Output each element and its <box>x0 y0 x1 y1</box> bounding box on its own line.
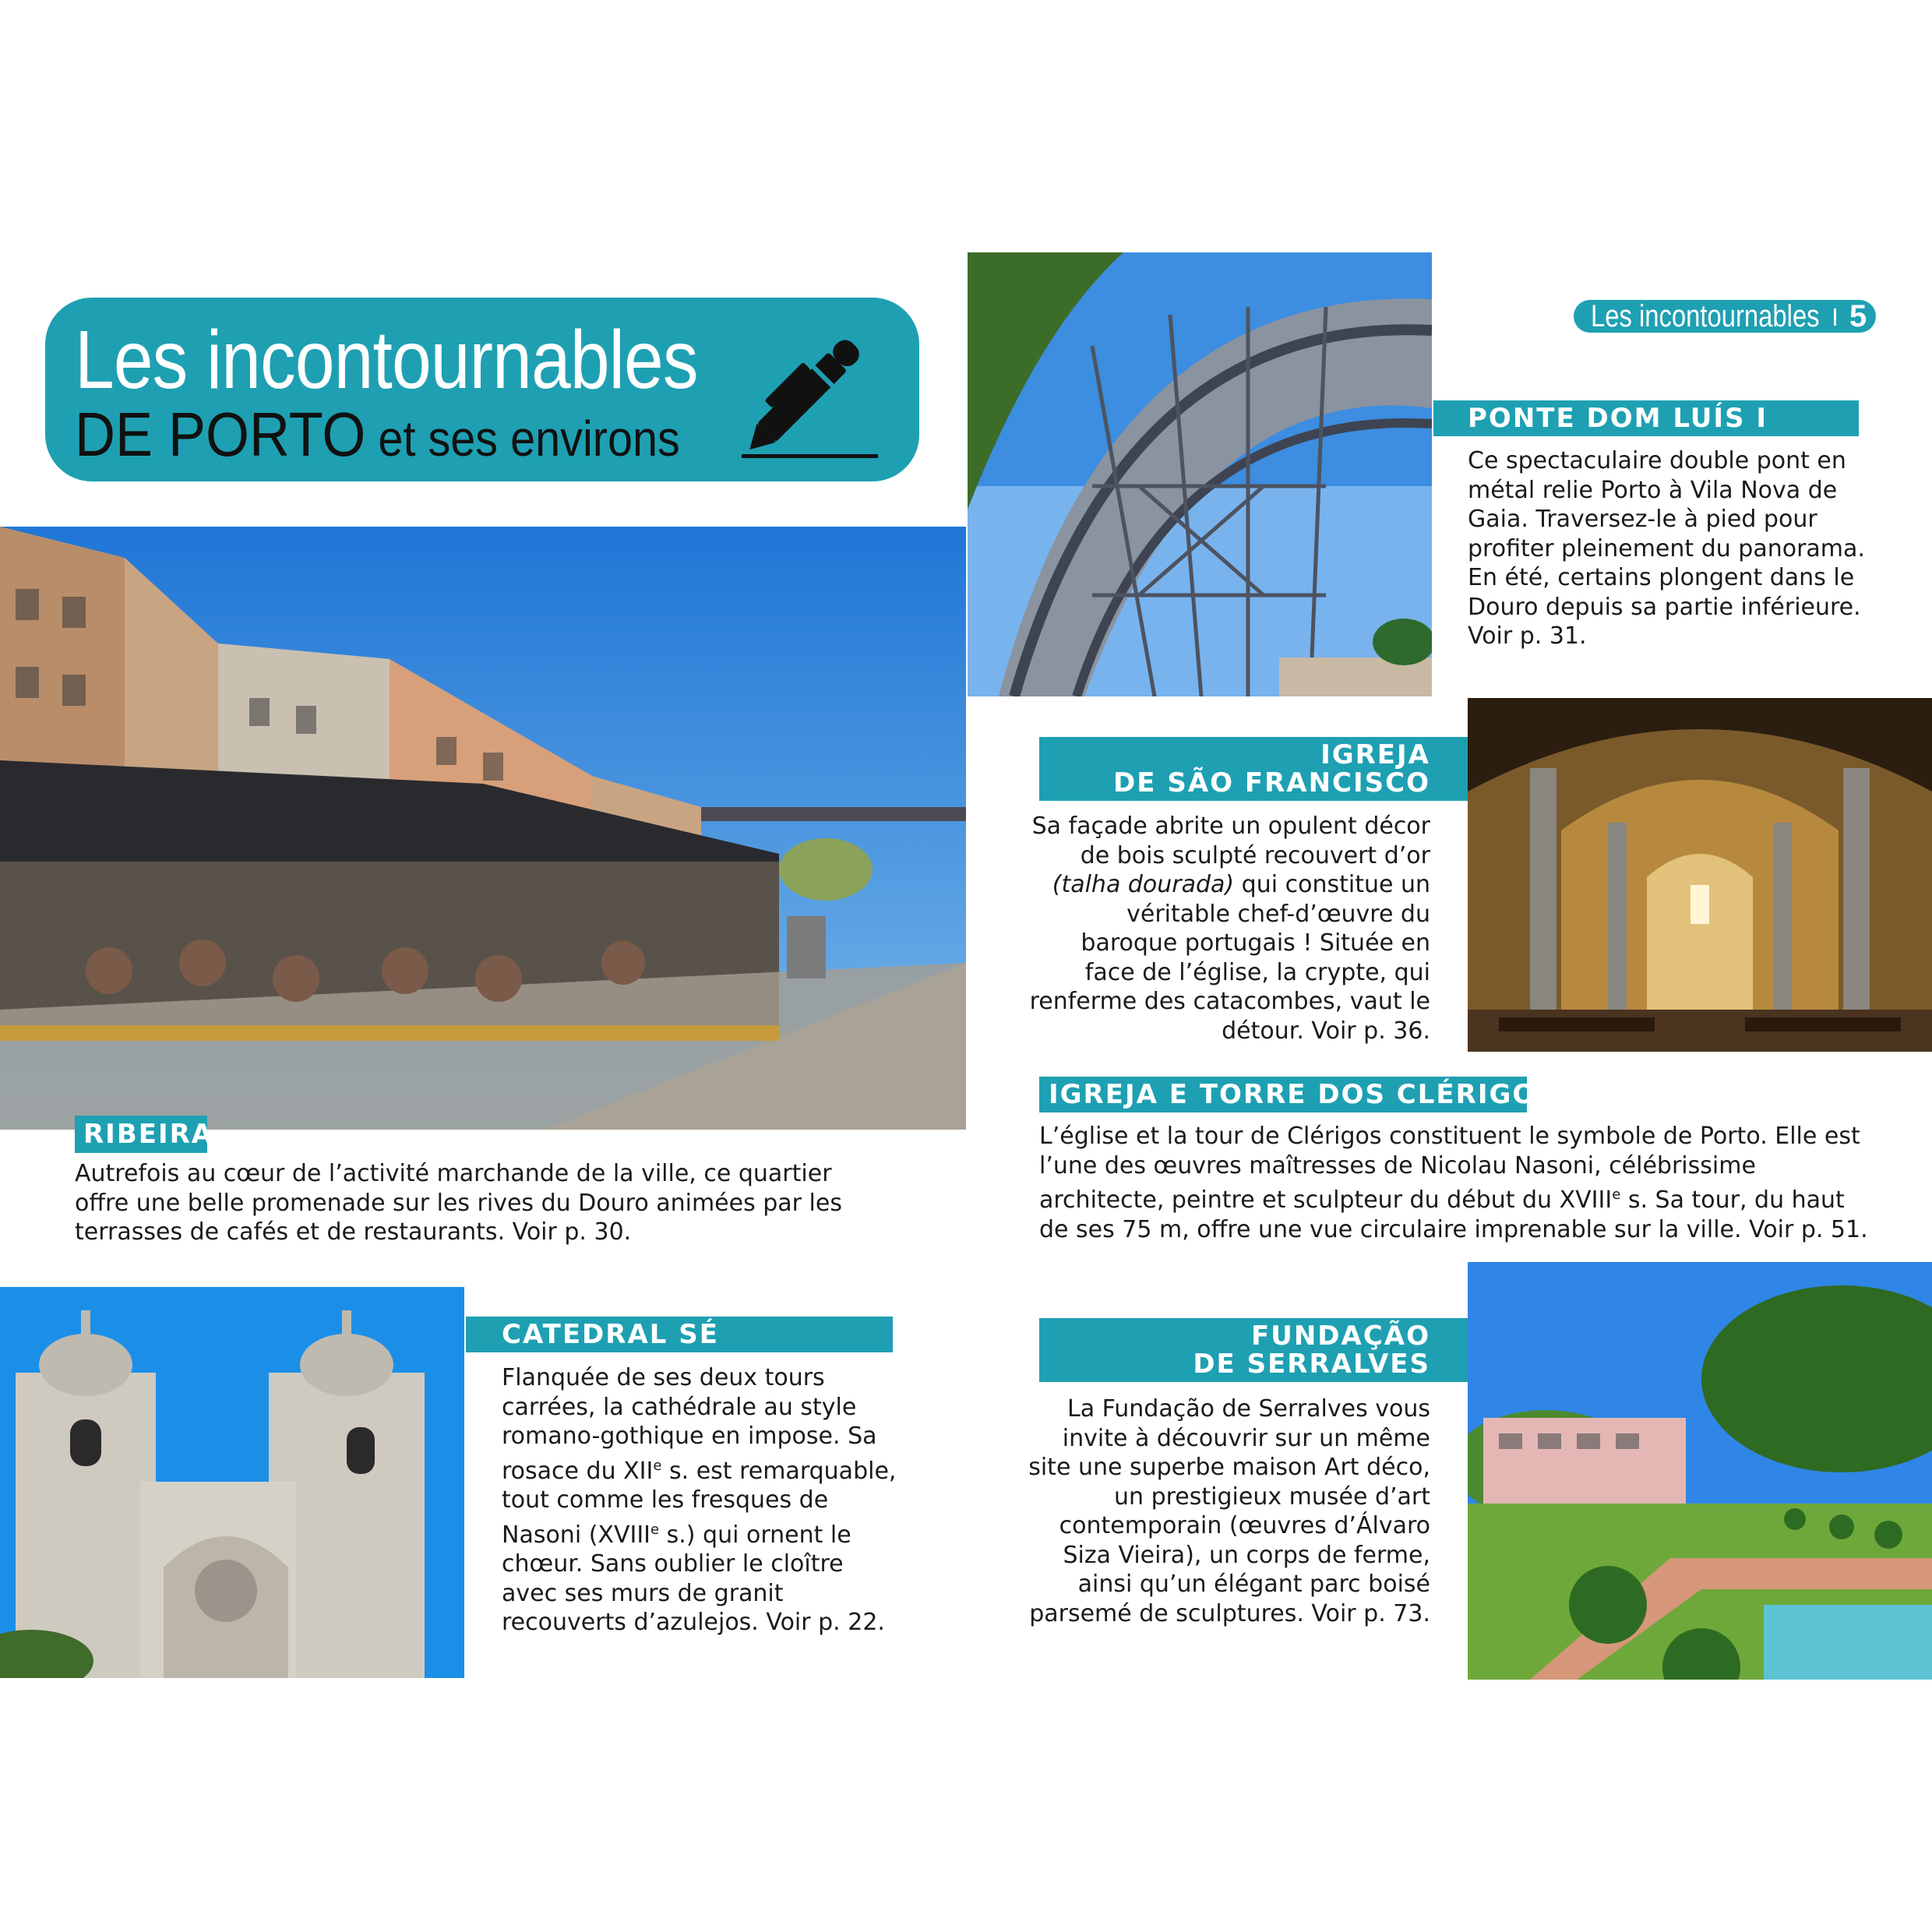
francisco-text-italic: (talha dourada) <box>1052 871 1235 898</box>
pen-icon <box>740 316 888 464</box>
subtitle-big: DE PORTO <box>75 400 366 469</box>
catedral-text-b: s. est remarquable, tout comme les fresques de Nasoni (XVIII <box>502 1457 897 1549</box>
ribeira-label: RIBEIRA <box>83 1119 214 1150</box>
page-title: Les incontournables <box>75 314 698 406</box>
clerigos-label: IGREJA E TORRE DOS CLÉRIGOS <box>1049 1079 1557 1110</box>
catedral-sup-2: e <box>650 1521 660 1538</box>
serralves-label-1: FUNDAÇÃO <box>1251 1320 1430 1352</box>
clerigos-sup: e <box>1612 1186 1621 1203</box>
catedral-text-c: s.) qui ornent le chœur. Sans oublier le cloître avec ses murs de granit recouverts d’azulejos. Voir p. 22. <box>502 1521 885 1636</box>
catedral-sup-1: e <box>653 1457 662 1474</box>
running-header-divider <box>1834 308 1836 326</box>
subtitle-small: et ses environs <box>365 411 680 467</box>
clerigos-text <box>1039 1122 1881 1244</box>
ponte-photo <box>968 252 1432 696</box>
francisco-label-2: DE SÃO FRANCISCO <box>1113 767 1430 799</box>
running-header-label: Les incontournables <box>1591 299 1820 333</box>
francisco-text <box>1027 812 1430 1045</box>
serralves-photo <box>1468 1262 1932 1680</box>
page-subtitle <box>75 399 680 471</box>
ponte-label: PONTE DOM LUÍS I <box>1468 403 1768 434</box>
francisco-text-a: Sa façade abrite un opulent décor de bois sculpté recouvert d’or <box>1031 813 1430 869</box>
serralves-label-2: DE SERRALVES <box>1193 1349 1430 1380</box>
clerigos-text-a: L’église et la tour de Clérigos constituent le symbole de Porto. Elle est l’une des œuvres maîtresses de Nicolau Nasoni, célébrissime architecte, peintre et sculpteur du début du XVIII <box>1039 1123 1860 1214</box>
ribeira-text: Autrefois au cœur de l’activité marchande de la ville, ce quartier offre une belle promenade sur les rives du Douro animées par les terrasses de cafés et de restaurants. Voir p. 30. <box>75 1160 842 1246</box>
ponte-text: Ce spectaculaire double pont en métal relie Porto à Vila Nova de Gaia. Traversez-le à pied pour profiter pleinement du panorama. En été, certains plongent dans le Douro depuis sa partie inférieure. Voir p. 31. <box>1468 447 1865 650</box>
serralves-text: La Fundação de Serralves vous invite à découvrir sur un même site une superbe maison Art déco, un prestigieux musée d’art contemporain (œuvres d’Álvaro Siza Vieira), un corps de ferme, ainsi qu’un élégant parc boisé parsemé de sculptures. Voir p. 73. <box>1028 1395 1430 1627</box>
page-number: 5 <box>1849 299 1867 333</box>
ribeira-photo <box>0 527 966 1130</box>
catedral-text <box>502 1363 897 1638</box>
clerigos-text-b: s. Sa tour, du haut de ses 75 m, offre une vue circulaire imprenable sur la ville. Voir p. 51. <box>1039 1186 1868 1243</box>
catedral-photo <box>0 1287 464 1678</box>
francisco-text-b: qui constitue un véritable chef-d’œuvre du baroque portugais ! Située en face de l’église, la crypte, qui renferme des catacombes, vaut le détour. Voir p. 36. <box>1029 871 1430 1045</box>
catedral-label: CATEDRAL SÉ <box>502 1319 719 1350</box>
francisco-photo <box>1468 698 1932 1052</box>
catedral-text-a: Flanquée de ses deux tours carrées, la cathédrale au style romano-gothique en impose. Sa rosace du XII <box>502 1364 877 1485</box>
francisco-label-1: IGREJA <box>1320 739 1430 770</box>
